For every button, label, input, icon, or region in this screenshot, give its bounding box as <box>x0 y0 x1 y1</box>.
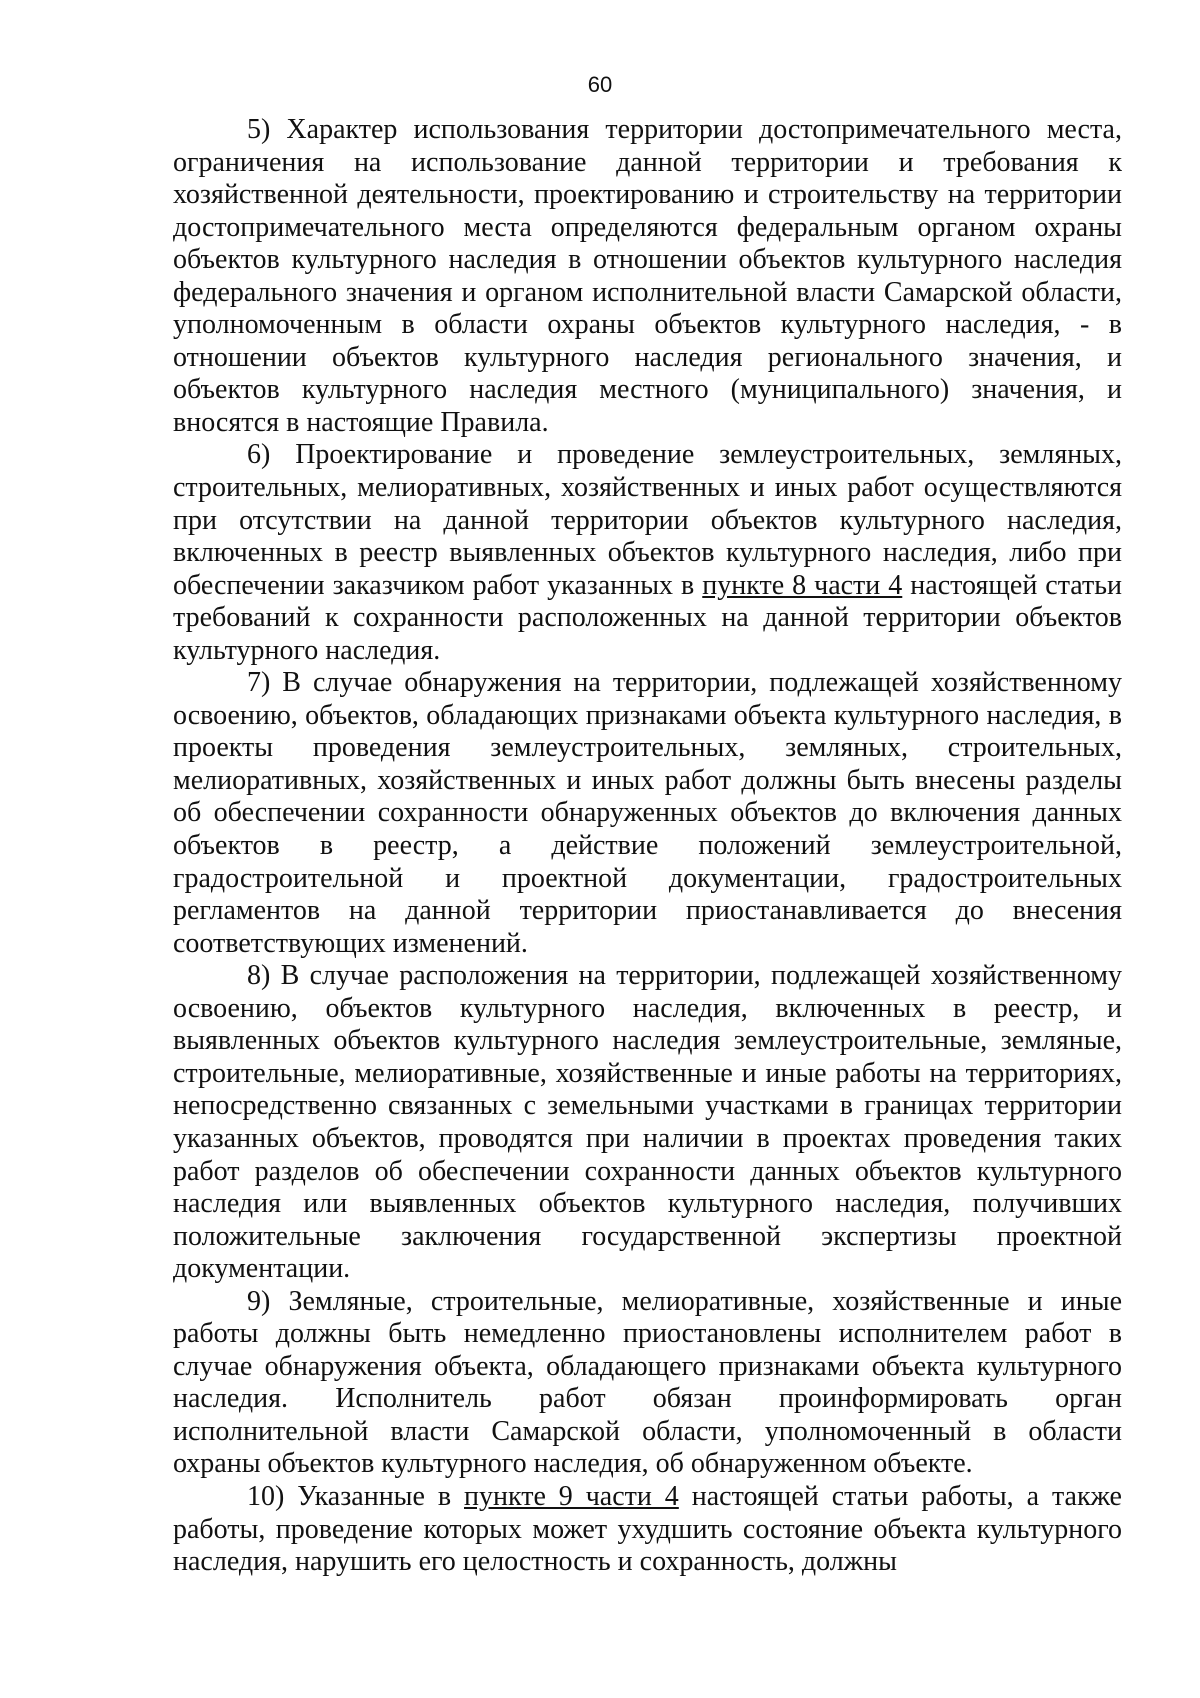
paragraph-7: 7) В случае обнаружения на территории, подлежащей хозяйственному освоению, объектов, обладающих признаками объекта культурного наследия, в проекты проведения землеустроительных, земляных, строительных, мелиоративных, хозяйственных и иных работ должны быть внесены разделы об обеспечении сохранности обнаруженных объектов до включения данных объектов в реестр, а действие положений землеустроительной, градостроительной и проектной документации, градостроительных регламентов на данной территории приостанавливается до внесения соответствующих изменений. <box>173 667 1122 959</box>
body-text <box>173 114 1122 1579</box>
paragraph-8: 8) В случае расположения на территории, подлежащей хозяйственному освоению, объектов культурного наследия, включенных в реестр, и выявленных объектов культурного наследия землеустроительные, земляные, строительные, мелиоративные, хозяйственные и иные работы на территориях, непосредственно связанных с земельными участками в границах территории указанных объектов, проводятся при наличии в проектах проведения таких работ разделов об обеспечении сохранности данных объектов культурного наследия или выявленных объектов культурного наследия, получивших положительные заключения государственной экспертизы проектной документации. <box>173 960 1122 1285</box>
paragraph-9: 9) Земляные, строительные, мелиоративные, хозяйственные и иные работы должны быть немедленно приостановлены исполнителем работ в случае обнаружения объекта, обладающего признаками объекта культурного наследия. Исполнитель работ обязан проинформировать орган исполнительной власти Самарской области, уполномоченный в области охраны объектов культурного наследия, об обнаруженном объекте. <box>173 1285 1122 1480</box>
paragraph-10-text-before: 10) Указанные в <box>247 1480 464 1512</box>
link-punkt-9-chasti-4[interactable]: пункте 9 части 4 <box>464 1480 679 1512</box>
paragraph-6 <box>173 439 1122 667</box>
paragraph-10 <box>173 1481 1122 1579</box>
paragraph-6-text-before: 6) Проектирование и проведение землеустроительных, земляных, строительных, мелиоративных, хозяйственных и иных работ осуществляются при отсутствии на данной территории объектов культурного наследия, включенных в реестр выявленных объектов культурного наследия, либо при обеспечении заказчиком работ указанных в <box>173 439 1122 601</box>
paragraph-6-text-after: настоящей статьи требований к сохранности расположенных на данной территории объектов культурного наследия. <box>173 569 1122 666</box>
page-number: 60 <box>587 72 613 97</box>
paragraph-5: 5) Характер использования территории достопримечательного места, ограничения на использование данной территории и требования к хозяйственной деятельности, проектированию и строительству на территории достопримечательного места определяются федеральным органом охраны объектов культурного наследия в отношении объектов культурного наследия федерального значения и органом исполнительной власти Самарской области, уполномоченным в области охраны объектов культурного наследия, - в отношении объектов культурного наследия регионального значения, и объектов культурного наследия местного (муниципального) значения, и вносятся в настоящие Правила. <box>173 114 1122 438</box>
link-punkt-8-chasti-4[interactable]: пункте 8 части 4 <box>702 569 903 601</box>
paragraph-10-text-after: настоящей статьи работы, а также работы, проведение которых может ухудшить состояние объекта культурного наследия, нарушить его целостность и сохранность, должны <box>173 1480 1122 1578</box>
